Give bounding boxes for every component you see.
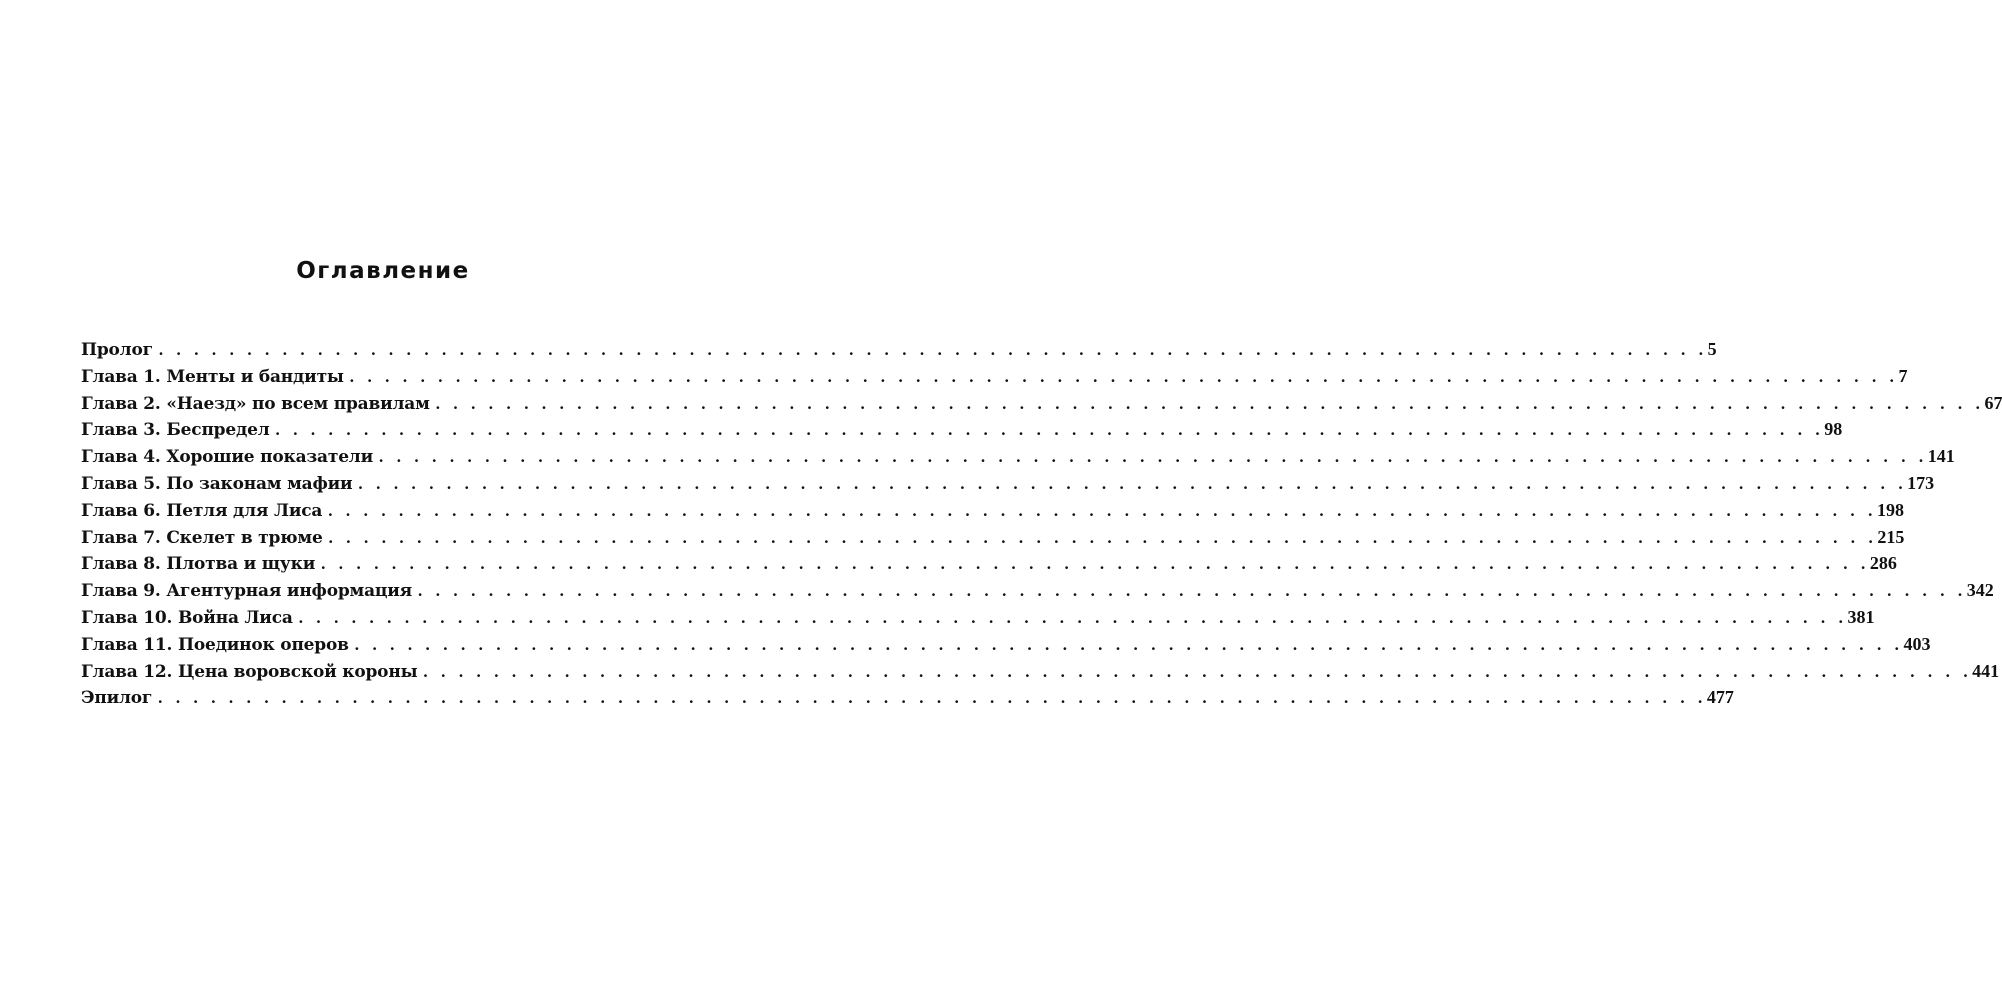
toc-entry-chapter-3 [81, 416, 1843, 443]
dot-leader: . . . . . . . . . . . . . . . . . . . . . . . . . . . . . . . . . . . . . . . . . . . . . . . . . . . . . . . . . . . . . . . . . . . . . . . . . . . . . . . . . . . . . . . . [321, 554, 1870, 574]
toc-entry-chapter-12 [81, 658, 2000, 685]
toc-entry-label: Эпилог [81, 688, 153, 709]
toc-entry-epilogue [81, 684, 1734, 711]
toc-entry-label: Глава 1. Менты и бандиты [81, 366, 344, 387]
toc-entry-chapter-9 [81, 577, 1994, 604]
toc-entry-label: Глава 4. Хорошие показатели [81, 447, 374, 468]
toc-entry-chapter-6 [81, 497, 1904, 524]
dot-leader: . . . . . . . . . . . . . . . . . . . . . . . . . . . . . . . . . . . . . . . . . . . . . . . . . . . . . . . . . . . . . . . . . . . . . . . . . . . . . . . . . . . . . . . . [435, 393, 1985, 413]
toc-page-number: 7 [1898, 365, 1908, 386]
toc-page-number: 173 [1907, 472, 1935, 493]
toc-page-number: 286 [1869, 553, 1897, 574]
toc-entry-label: Глава 12. Цена воровской короны [81, 661, 418, 682]
toc-entry-chapter-2 [81, 390, 2002, 417]
toc-entry-chapter-8 [81, 550, 1897, 577]
toc-page-number: 215 [1877, 526, 1905, 547]
toc-entry-label: Глава 8. Плотва и щуки [81, 554, 316, 575]
table-of-contents [81, 336, 2002, 711]
toc-entry-chapter-1 [81, 363, 1908, 390]
dot-leader: . . . . . . . . . . . . . . . . . . . . . . . . . . . . . . . . . . . . . . . . . . . . . . . . . . . . . . . . . . . . . . . . . . . . . . . . . . . . . . . . . . . . . . . . [328, 527, 1878, 547]
toc-entry-label: Глава 5. По законам мафии [81, 473, 353, 494]
toc-entry-chapter-10 [81, 604, 1875, 631]
dot-leader: . . . . . . . . . . . . . . . . . . . . . . . . . . . . . . . . . . . . . . . . . . . . . . . . . . . . . . . . . . . . . . . . . . . . . . . . . . . . . . . . . . . . . . . . [158, 340, 1708, 359]
toc-page-number: 98 [1824, 419, 1843, 440]
toc-entry-label: Глава 7. Скелет в трюме [81, 527, 323, 548]
toc-entry-label: Глава 9. Агентурная информация [81, 581, 413, 602]
dot-leader: . . . . . . . . . . . . . . . . . . . . . . . . . . . . . . . . . . . . . . . . . . . . . . . . . . . . . . . . . . . . . . . . . . . . . . . . . . . . . . . . . . . . . . . . [158, 688, 1707, 708]
toc-entry-label: Глава 11. Поединок оперов [81, 634, 349, 655]
dot-leader: . . . . . . . . . . . . . . . . . . . . . . . . . . . . . . . . . . . . . . . . . . . . . . . . . . . . . . . . . . . . . . . . . . . . . . . . . . . . . . . . . . . . . . . . [379, 447, 1928, 467]
toc-page-number: 441 [1972, 660, 2000, 681]
toc-entry-label: Пролог [81, 340, 153, 360]
toc-page-number: 381 [1847, 606, 1875, 627]
toc-entry-chapter-11 [81, 631, 1931, 658]
toc-entry-label: Глава 2. «Наезд» по всем правилам [81, 393, 430, 414]
toc-entry-label: Глава 10. Война Лиса [81, 607, 293, 628]
dot-leader: . . . . . . . . . . . . . . . . . . . . . . . . . . . . . . . . . . . . . . . . . . . . . . . . . . . . . . . . . . . . . . . . . . . . . . . . . . . . . . . . . . . . . . . . [423, 661, 1973, 681]
dot-leader: . . . . . . . . . . . . . . . . . . . . . . . . . . . . . . . . . . . . . . . . . . . . . . . . . . . . . . . . . . . . . . . . . . . . . . . . . . . . . . . . . . . . . . . . [358, 473, 1908, 493]
dot-leader: . . . . . . . . . . . . . . . . . . . . . . . . . . . . . . . . . . . . . . . . . . . . . . . . . . . . . . . . . . . . . . . . . . . . . . . . . . . . . . . . . . . . . . . . [275, 420, 1825, 440]
dot-leader: . . . . . . . . . . . . . . . . . . . . . . . . . . . . . . . . . . . . . . . . . . . . . . . . . . . . . . . . . . . . . . . . . . . . . . . . . . . . . . . . . . . . . . . . [354, 634, 1904, 654]
dot-leader: . . . . . . . . . . . . . . . . . . . . . . . . . . . . . . . . . . . . . . . . . . . . . . . . . . . . . . . . . . . . . . . . . . . . . . . . . . . . . . . . . . . . . . . . [418, 581, 1967, 601]
dot-leader: . . . . . . . . . . . . . . . . . . . . . . . . . . . . . . . . . . . . . . . . . . . . . . . . . . . . . . . . . . . . . . . . . . . . . . . . . . . . . . . . . . . . . . . . [298, 607, 1848, 627]
toc-page-number: 342 [1966, 580, 1994, 601]
dot-leader: . . . . . . . . . . . . . . . . . . . . . . . . . . . . . . . . . . . . . . . . . . . . . . . . . . . . . . . . . . . . . . . . . . . . . . . . . . . . . . . . . . . . . . . . [328, 500, 1877, 520]
toc-entry-chapter-4 [81, 443, 1955, 470]
page-title: Оглавление [296, 258, 470, 284]
toc-page-number: 403 [1903, 633, 1931, 654]
toc-entry-chapter-5 [81, 470, 1935, 497]
toc-entry-label: Глава 6. Петля для Лиса [81, 500, 323, 521]
toc-page-number: 5 [1707, 339, 1717, 359]
toc-entry-chapter-7 [81, 524, 1905, 551]
toc-page-number: 198 [1876, 499, 1904, 520]
toc-page-number: 477 [1706, 687, 1734, 708]
toc-entry-label: Глава 3. Беспредел [81, 420, 270, 441]
toc-page-number: 141 [1927, 446, 1955, 467]
toc-page-number: 67 [1984, 392, 2002, 413]
toc-entry-prologue [81, 336, 1717, 363]
dot-leader: . . . . . . . . . . . . . . . . . . . . . . . . . . . . . . . . . . . . . . . . . . . . . . . . . . . . . . . . . . . . . . . . . . . . . . . . . . . . . . . . . . . . . . . . [349, 366, 1899, 386]
